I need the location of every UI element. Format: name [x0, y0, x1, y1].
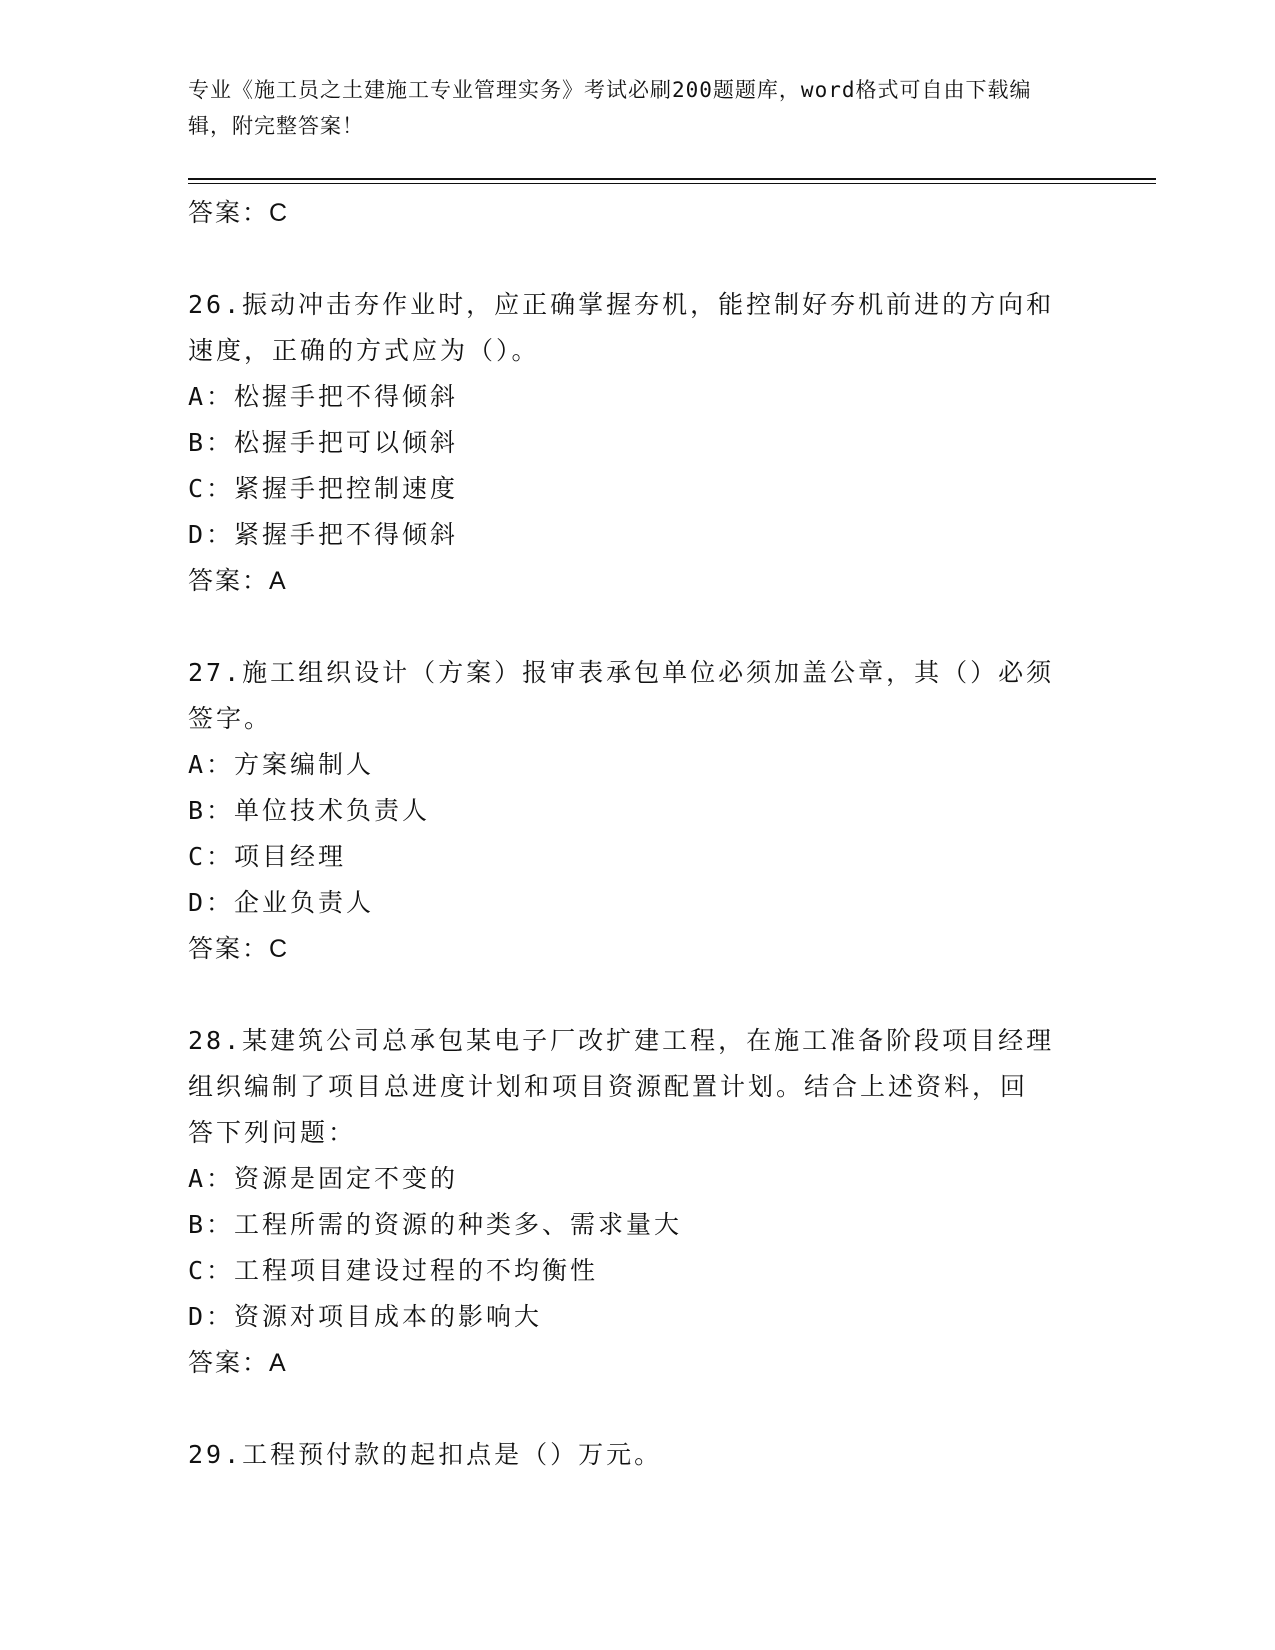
answer-line: 答案：C [188, 199, 290, 227]
question-stem [188, 650, 1088, 742]
question-stem [188, 1432, 1088, 1478]
answer-line: 答案：A [188, 1349, 288, 1377]
question-27 [188, 650, 1088, 972]
stem-line: 签字。 [188, 704, 273, 733]
header-divider-thin [188, 183, 1156, 184]
question-stem [188, 282, 1088, 374]
option-b: B：单位技术负责人 [188, 796, 431, 825]
stem-line: 速度，正确的方式应为（）。 [188, 336, 540, 365]
option-c: C：紧握手把控制速度 [188, 474, 459, 503]
option-c: C：项目经理 [188, 842, 347, 871]
stem-line: 27.施工组织设计（方案）报审表承包单位必须加盖公章，其（）必须 [188, 658, 1055, 687]
stem-line: 28.某建筑公司总承包某电子厂改扩建工程，在施工准备阶段项目经理 [188, 1026, 1055, 1055]
header-divider-thick [188, 178, 1156, 180]
option-b: B：工程所需的资源的种类多、需求量大 [188, 1210, 683, 1239]
option-a: A：方案编制人 [188, 750, 375, 779]
option-c: C：工程项目建设过程的不均衡性 [188, 1256, 599, 1285]
question-28 [188, 1018, 1088, 1386]
option-d: D：资源对项目成本的影响大 [188, 1302, 543, 1331]
document-header: 专业《施工员之土建施工专业管理实务》考试必刷200题题库，word格式可自由下载编辑，附完整答案！ [188, 78, 1032, 138]
document-body [188, 190, 1088, 1478]
stem-line: 29.工程预付款的起扣点是（）万元。 [188, 1440, 663, 1469]
stem-line: 组织编制了项目总进度计划和项目资源配置计划。结合上述资料，回 [188, 1072, 1029, 1101]
option-a: A：资源是固定不变的 [188, 1164, 459, 1193]
option-a: A：松握手把不得倾斜 [188, 382, 459, 411]
option-d: D：紧握手把不得倾斜 [188, 520, 459, 549]
question-stem [188, 1018, 1088, 1156]
answer-line: 答案：A [188, 567, 288, 595]
stem-line: 26.振动冲击夯作业时，应正确掌握夯机，能控制好夯机前进的方向和 [188, 290, 1055, 319]
question-26 [188, 282, 1088, 604]
option-d: D：企业负责人 [188, 888, 375, 917]
answer-line: 答案：C [188, 935, 290, 963]
question-29 [188, 1432, 1088, 1478]
stem-line: 答下列问题： [188, 1118, 357, 1147]
option-b: B：松握手把可以倾斜 [188, 428, 459, 457]
